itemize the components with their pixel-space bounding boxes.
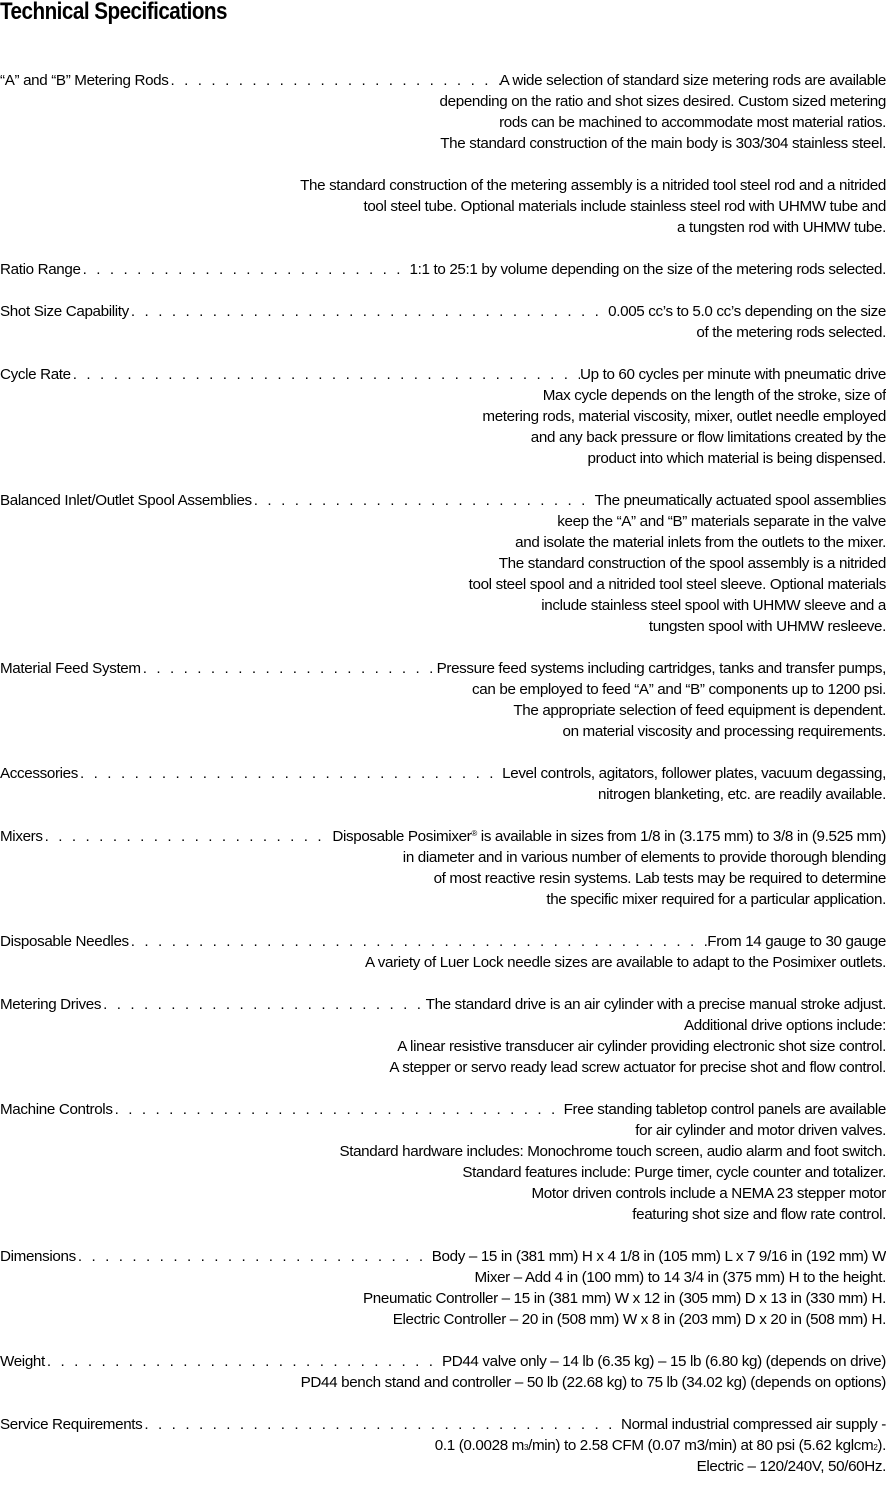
spec-line: Standard hardware includes: Monochrome touch screen, audio alarm and foot switch. [339,1143,886,1160]
spec-label: Machine Controls [0,1101,113,1118]
spec-line [0,259,886,280]
dot-leader [71,364,580,385]
spec-line: of the metering rods selected. [696,324,886,341]
spec-metering-rods [0,70,886,238]
dot-leader [129,301,608,322]
spec-label: Shot Size Capability [0,303,129,320]
spec-line [0,763,886,784]
spec-line [0,1099,886,1120]
spec-value: The standard drive is an air cylinder with a precise manual stroke adjust. [425,996,886,1013]
dot-leader [81,259,410,280]
dot-leader [76,1246,432,1267]
spec-line: The appropriate selection of feed equipment is dependent. [513,702,886,719]
spec-line: 0.1 (0.0028 m 3 /min) to 2.58 CFM (0.07 m3/min) at 80 psi (5.62 kglcm 2 ). [434,1437,886,1454]
spec-value: PD44 valve only – 14 lb (6.35 kg) – 15 lb (6.80 kg) (depends on drive) [441,1353,886,1370]
spec-label: Accessories [0,765,79,782]
spec-line [0,364,886,385]
spec-line: Motor driven controls include a NEMA 23 stepper motor [531,1185,886,1202]
spec-line [0,826,886,847]
dot-leader [252,490,595,511]
spec-label: Mixers [0,828,43,845]
spec-shot-size-capability [0,301,886,343]
spec-line: keep the “A” and “B” materials separate in the valve [557,513,886,530]
spec-line: on material viscosity and processing requirements. [562,723,886,740]
spec-weight [0,1351,886,1393]
spec-line: tool steel tube. Optional materials include stainless steel rod with UHMW tube and [363,198,886,215]
registered-mark: ® [471,829,477,838]
spec-line [0,70,886,91]
spec-line: Additional drive options include: [683,1017,886,1034]
spec-value: The pneumatically actuated spool assemblies [594,492,886,509]
spec-line: featuring shot size and flow rate control. [632,1206,886,1223]
spec-line: Max cycle depends on the length of the stroke, size of [542,387,886,404]
spec-line: tungsten spool with UHMW resleeve. [648,618,886,635]
spec-mixers [0,826,886,910]
spec-cycle-rate [0,364,886,469]
spec-accessories [0,763,886,805]
spec-list [0,70,886,1498]
spec-label: Weight [0,1353,45,1370]
spec-metering-drives [0,994,886,1078]
air-flow-text: 0.1 (0.0028 m [434,1437,524,1454]
spec-line: a tungsten rod with UHMW tube. [677,219,886,236]
spec-material-feed-system [0,658,886,742]
spec-line: can be employed to feed “A” and “B” components up to 1200 psi. [472,681,886,698]
spec-dimensions [0,1246,886,1330]
spec-value: Free standing tabletop control panels are available [563,1101,886,1118]
spec-line: Standard features include: Purge timer, cycle counter and totalizer. [462,1164,886,1181]
spec-line: Mixer – Add 4 in (100 mm) to 14 3/4 in (375 mm) H to the height. [474,1269,886,1286]
dot-leader [142,1414,621,1435]
spec-label: Balanced Inlet/Outlet Spool Assemblies [0,492,252,509]
spec-line: nitrogen blanketing, etc. are readily available. [598,786,886,803]
spec-line [0,1351,886,1372]
spec-label: Ratio Range [0,261,81,278]
spec-line [0,994,886,1015]
spec-line: A variety of Luer Lock needle sizes are available to adapt to the Posimixer outlets. [364,954,886,971]
dot-leader [169,70,500,91]
spec-line: in diameter and in various number of elements to provide thorough blending [402,849,886,866]
dot-leader [43,826,333,847]
spec-line [0,301,886,322]
dot-leader [129,931,708,952]
spec-disposable-needles [0,931,886,973]
spec-machine-controls [0,1099,886,1225]
spec-label: Service Requirements [0,1416,143,1433]
spec-line: depending on the ratio and shot sizes desired. Custom sized metering [439,93,886,110]
dot-leader [78,763,502,784]
spec-value: Level controls, agitators, follower plates, vacuum degassing, [502,765,886,782]
spec-line [0,1246,886,1267]
spec-line: A stepper or servo ready lead screw actuator for precise shot and flow control. [389,1059,886,1076]
spec-line: include stainless steel spool with UHMW sleeve and a [541,597,886,614]
spec-line [0,1414,886,1435]
spec-service-requirements [0,1414,886,1477]
spec-line: and any back pressure or flow limitations created by the [530,429,886,446]
spec-line: The standard construction of the metering assembly is a nitrided tool steel rod and a nitrided [300,177,886,194]
spec-value: 0.005 cc’s to 5.0 cc’s depending on the size [608,303,886,320]
spec-value: Up to 60 cycles per minute with pneumatic drive [579,366,886,383]
spec-line [0,658,886,679]
air-flow-text: /min) to 2.58 CFM (0.07 m3/min) at 80 psi (5.62 kglcm [528,1437,874,1454]
spec-line: PD44 bench stand and controller – 50 lb (22.68 kg) to 75 lb (34.02 kg) (depends on options) [300,1374,886,1391]
spec-label: Metering Drives [0,996,102,1013]
spec-value: From 14 gauge to 30 gauge [707,933,886,950]
spec-line: the specific mixer required for a particular application. [546,891,886,908]
page-title: Technical Specifications [0,0,227,25]
dot-leader [45,1351,442,1372]
spec-line: The standard construction of the main body is 303/304 stainless steel. [440,135,886,152]
spec-line: A linear resistive transducer air cylinder providing electronic shot size control. [397,1038,886,1055]
dot-leader [101,994,426,1015]
spec-line: Electric – 120/240V, 50/60Hz. [696,1458,886,1475]
spec-line [0,931,886,952]
spec-label: Material Feed System [0,660,141,677]
spec-line: tool steel spool and a nitrided tool steel sleeve. Optional materials [468,576,886,593]
spec-label: “A” and “B” Metering Rods [0,72,169,89]
spec-spool-assemblies [0,490,886,637]
spec-value: Body – 15 in (381 mm) H x 4 1/8 in (105 mm) L x 7 9/16 in (192 mm) W [431,1248,886,1265]
mixer-sizes: is available in sizes from 1/8 in (3.175 mm) to 3/8 in (9.525 mm) [476,828,886,845]
spec-value [332,826,886,847]
dot-leader [141,658,437,679]
spec-line: metering rods, material viscosity, mixer, outlet needle employed [482,408,886,425]
spec-line: and isolate the material inlets from the outlets to the mixer. [515,534,886,551]
dot-leader [113,1099,564,1120]
air-flow-text: ). [877,1437,886,1454]
spec-line: product into which material is being dispensed. [587,450,886,467]
spec-line: Electric Controller – 20 in (508 mm) W x 8 in (203 mm) D x 20 in (508 mm) H. [392,1311,886,1328]
spec-line: of most reactive resin systems. Lab tests may be required to determine [433,870,886,887]
spec-line: Pneumatic Controller – 15 in (381 mm) W x 12 in (305 mm) D x 13 in (330 mm) H. [362,1290,886,1307]
spec-ratio-range [0,259,886,280]
spec-line: The standard construction of the spool assembly is a nitrided [498,555,886,572]
spec-line [0,490,886,511]
mixer-name: Disposable Posimixer [332,828,472,845]
spec-line: for air cylinder and motor driven valves. [635,1122,886,1139]
spec-value: A wide selection of standard size metering rods are available [499,72,886,89]
spec-label: Disposable Needles [0,933,129,950]
spec-value: Normal industrial compressed air supply - [620,1416,886,1433]
spec-label: Dimensions [0,1248,76,1265]
spec-value: Pressure feed systems including cartridges, tanks and transfer pumps, [436,660,886,677]
spec-label: Cycle Rate [0,366,71,383]
spec-line: rods can be machined to accommodate most material ratios. [499,114,886,131]
spec-value: 1:1 to 25:1 by volume depending on the size of the metering rods selected. [409,261,886,278]
